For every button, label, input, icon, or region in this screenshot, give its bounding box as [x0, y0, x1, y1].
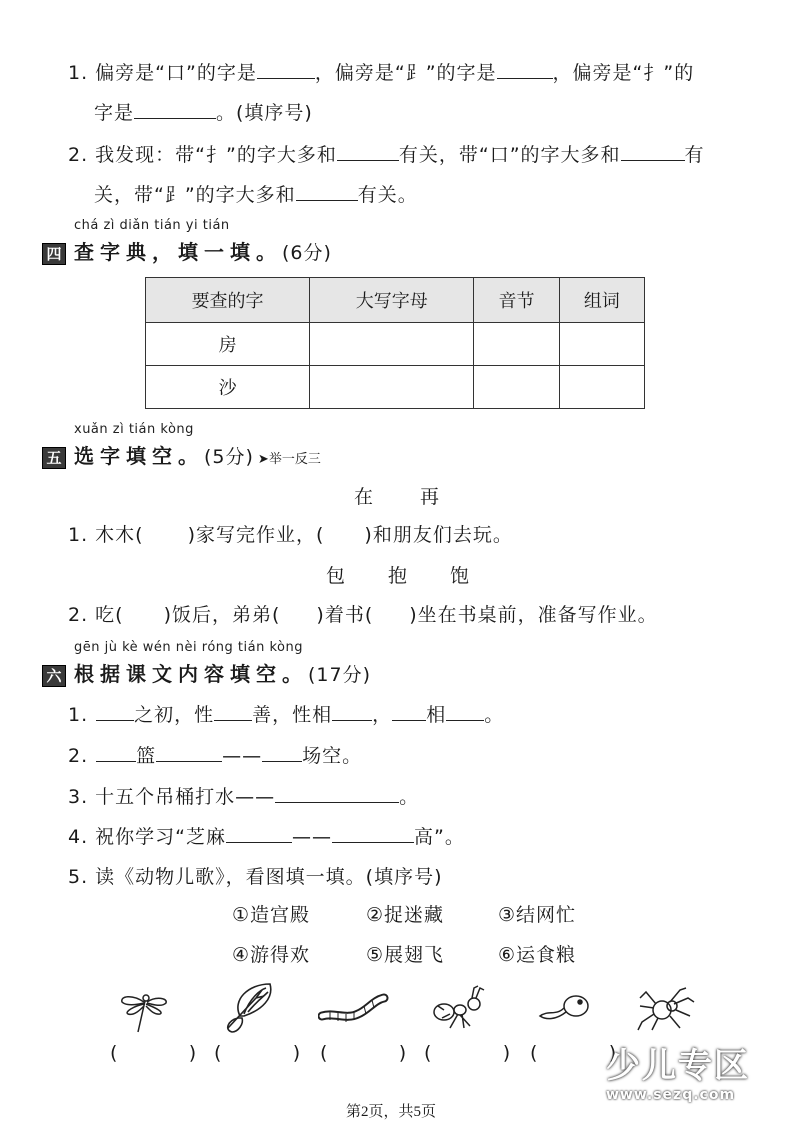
dragonfly-icon: [116, 990, 172, 1036]
sec6-heading: [42, 658, 371, 687]
q2-line2: 关，带“⻊”的字大多和 有关。: [94, 184, 418, 206]
sec6-l4-blank-1[interactable]: [226, 824, 292, 843]
q1-line2: 字是 。(填序号): [94, 102, 313, 124]
q1-blank-3[interactable]: [134, 100, 216, 119]
sec6-l2-blank-1[interactable]: [96, 743, 136, 762]
sec6-l4-blank-2[interactable]: [332, 824, 414, 843]
spider-icon: [636, 984, 696, 1034]
watermark-url: www.sezq.com: [606, 1087, 736, 1103]
sec5-word-3: 包: [326, 565, 347, 587]
table-cell-input[interactable]: [310, 366, 474, 409]
table-cell-input[interactable]: [310, 323, 474, 366]
table-row: [146, 323, 645, 366]
q2-blank-3[interactable]: [296, 182, 358, 201]
watermark: [606, 1038, 786, 1110]
earthworm-icon: [318, 990, 390, 1026]
sec5-number: 五: [42, 447, 66, 469]
sec6-line1: 1. 之初，性 善，性相 ， 相 。: [68, 704, 505, 726]
sec5-pinyin: xuǎn zì tián kòng: [74, 422, 194, 437]
table-cell-input[interactable]: [559, 323, 644, 366]
sec6-l1-blank-3[interactable]: [332, 702, 372, 721]
sec6-l1-blank-5[interactable]: [446, 702, 484, 721]
sec4-title: 查字典，填一填。: [74, 240, 282, 264]
q1-blank-2[interactable]: [497, 60, 553, 79]
table-cell-input[interactable]: [474, 323, 559, 366]
butterfly-icon: [218, 980, 278, 1034]
sec6-score: (17分): [308, 664, 372, 686]
table-header: 大写字母: [310, 278, 474, 323]
sec6-line4: 4. 祝你学习“芝麻 —— 高”。: [68, 826, 465, 848]
sec4-heading: [42, 236, 332, 265]
sec5-title: 选字填空。: [74, 444, 204, 468]
watermark-main: 少儿专区: [606, 1046, 750, 1086]
sec6-l2-blank-2[interactable]: [156, 743, 222, 762]
sec5-word-5: 饱: [450, 565, 471, 587]
answer-slot-2[interactable]: ( ): [214, 1042, 302, 1064]
sec6-pinyin: gēn jù kè wén nèi róng tián kòng: [74, 640, 303, 655]
table-row: [146, 366, 645, 409]
option-6: ⑥运食粮: [498, 944, 577, 966]
sec6-number: 六: [42, 665, 66, 687]
table-header: 组词: [559, 278, 644, 323]
table-cell-char: 沙: [146, 366, 310, 409]
sec5-word-1: 在: [354, 486, 375, 508]
dictionary-table: [145, 277, 645, 409]
sec6-line2: 2. 篮 —— 场空。: [68, 745, 363, 767]
sec5-q2: 2. 吃( )饭后，弟弟( )着书( )坐在书桌前，准备写作业。: [68, 604, 658, 626]
option-5: ⑤展翅飞: [366, 944, 445, 966]
sec5-score: (5分): [204, 446, 254, 468]
sec5-word-2: 再: [420, 486, 441, 508]
sec6-l1-blank-4[interactable]: [392, 702, 426, 721]
table-header: 音节: [474, 278, 559, 323]
sec6-l2-blank-3[interactable]: [262, 743, 302, 762]
q2-blank-1[interactable]: [337, 142, 399, 161]
sec6-l1-blank-2[interactable]: [214, 702, 252, 721]
sec6-line3: 3. 十五个吊桶打水—— 。: [68, 786, 420, 808]
answer-slot-4[interactable]: ( ): [424, 1042, 512, 1064]
option-3: ③结网忙: [498, 904, 577, 926]
sec6-line5: 5. 读《动物儿歌》，看图填一填。(填序号): [68, 866, 443, 888]
q2-blank-2[interactable]: [621, 142, 685, 161]
option-4: ④游得欢: [232, 944, 311, 966]
tadpole-icon: [536, 990, 592, 1024]
option-2: ②捉迷藏: [366, 904, 445, 926]
sec6-title: 根据课文内容填空。: [74, 662, 308, 686]
ant-icon: [430, 984, 488, 1030]
sec5-word-4: 抱: [388, 565, 409, 587]
option-1: ①造宫殿: [232, 904, 311, 926]
sec6-l3-blank-1[interactable]: [275, 784, 399, 803]
sec5-heading: [42, 440, 321, 469]
table-header-row: [146, 278, 645, 323]
answer-slot-1[interactable]: ( ): [110, 1042, 198, 1064]
sec6-l1-blank-1[interactable]: [96, 702, 134, 721]
sec5-q1: 1. 木木( )家写完作业，( )和朋友们去玩。: [68, 524, 513, 546]
page-number: 第2页，共5页: [346, 1104, 437, 1120]
answer-slot-5[interactable]: ( ): [530, 1042, 618, 1064]
q2-line1: 2. 我发现：带“扌”的字大多和 有关，带“口”的字大多和 有: [68, 144, 705, 166]
sec5-tag: ➤举一反三: [257, 452, 321, 467]
table-cell-input[interactable]: [474, 366, 559, 409]
sec4-number: 四: [42, 243, 66, 265]
table-header: 要查的字: [146, 278, 310, 323]
q1-blank-1[interactable]: [257, 60, 315, 79]
q1-line1: 1. 偏旁是“口”的字是 ，偏旁是“⻊”的字是 ，偏旁是“扌”的: [68, 62, 695, 84]
sec4-pinyin: chá zì diǎn tián yi tián: [74, 218, 230, 233]
table-cell-input[interactable]: [559, 366, 644, 409]
table-cell-char: 房: [146, 323, 310, 366]
answer-slot-3[interactable]: ( ): [320, 1042, 408, 1064]
sec4-score: (6分): [282, 242, 332, 264]
